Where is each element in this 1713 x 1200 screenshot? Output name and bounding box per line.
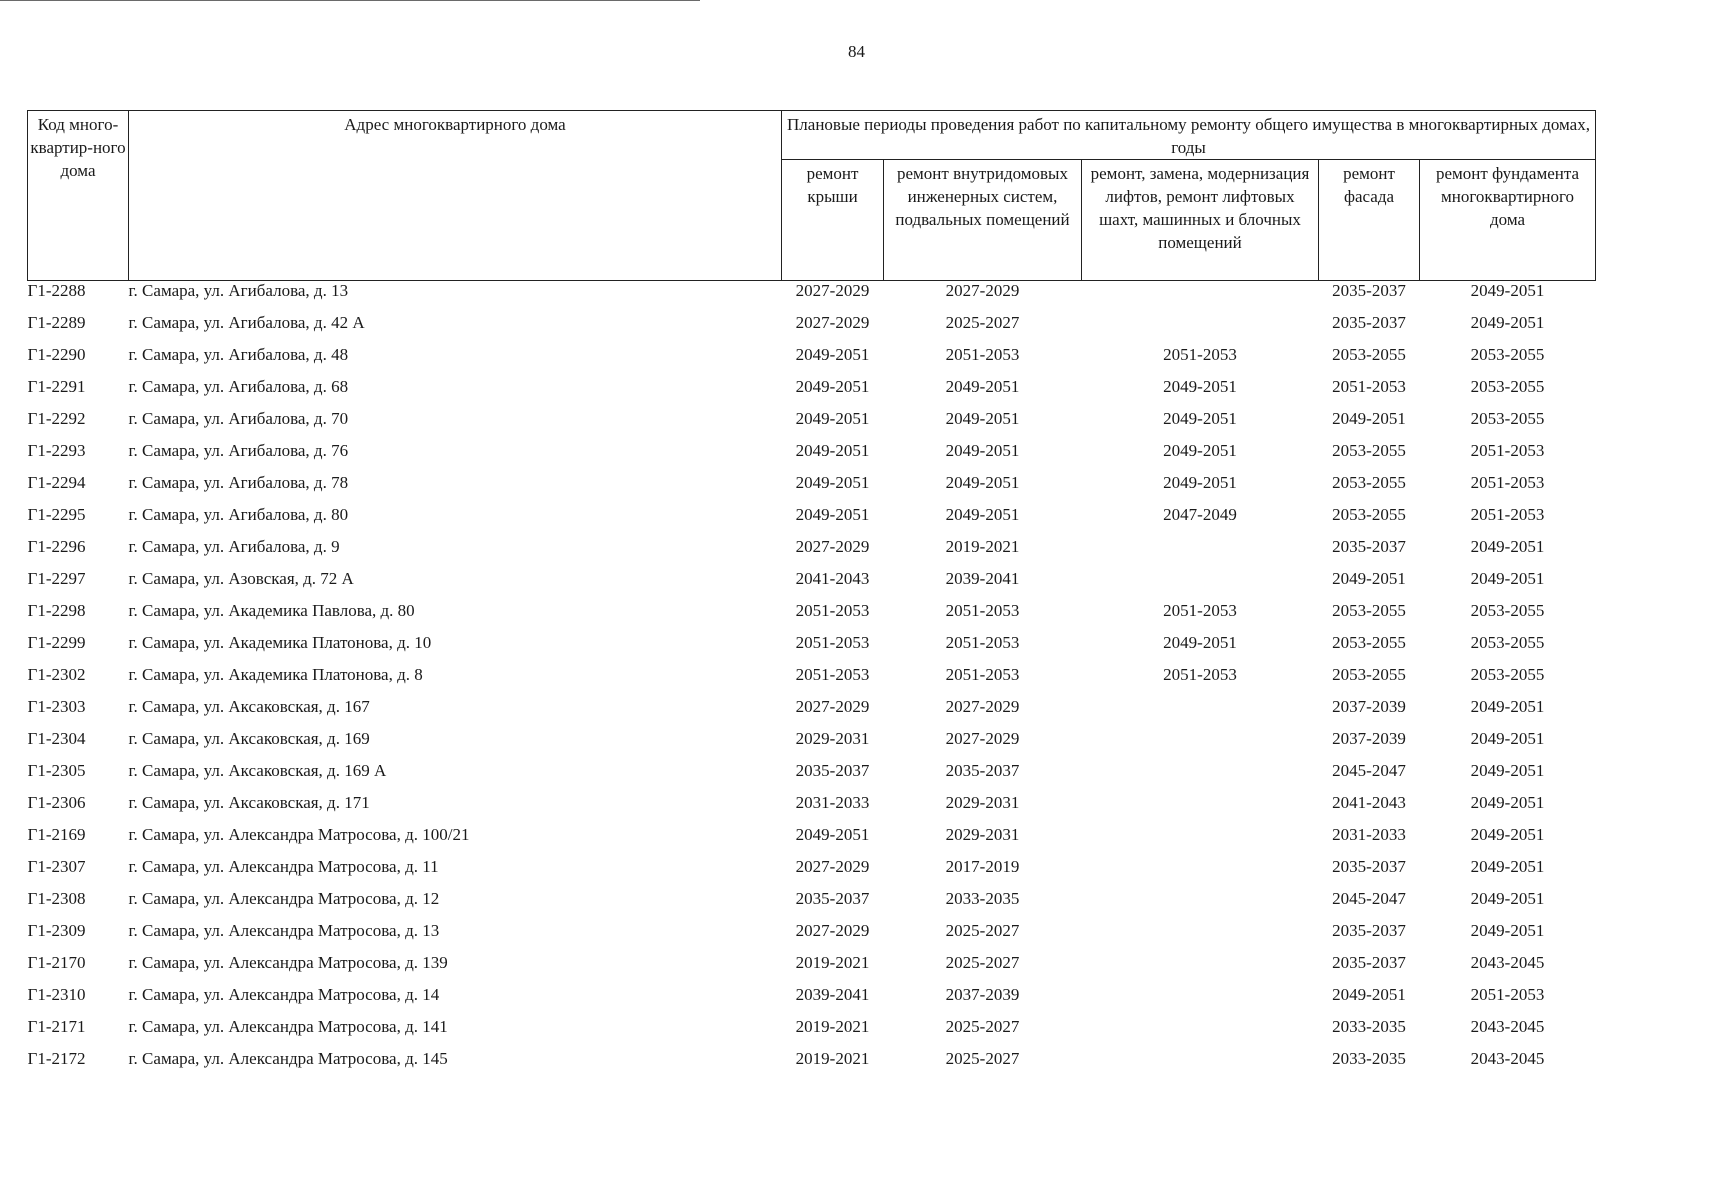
table-row <box>28 825 1596 857</box>
cell-address: г. Самара, ул. Александра Матросова, д. 14 <box>128 985 440 1004</box>
cell-foundation: 2053-2055 <box>1470 409 1545 428</box>
header-engineering <box>884 160 1082 281</box>
cell-engineering: 2029-2031 <box>945 793 1020 812</box>
cell-foundation: 2043-2045 <box>1470 953 1545 972</box>
cell-facade: 2035-2037 <box>1332 857 1406 876</box>
cell-code: Г1-2299 <box>27 633 86 652</box>
table-row <box>28 761 1596 793</box>
top-rule <box>0 0 700 1</box>
cell-foundation: 2049-2051 <box>1470 921 1545 940</box>
cell-address: г. Самара, ул. Аксаковская, д. 171 <box>128 793 370 812</box>
cell-facade: 2035-2037 <box>1332 313 1406 332</box>
cell-engineering: 2049-2051 <box>945 473 1020 492</box>
cell-foundation: 2049-2051 <box>1470 697 1545 716</box>
cell-foundation: 2053-2055 <box>1470 665 1545 684</box>
cell-roof: 2049-2051 <box>795 441 870 460</box>
header-address-label: Адрес многоквартирного дома <box>344 115 566 134</box>
cell-lifts: 2049-2051 <box>1163 441 1237 460</box>
cell-address: г. Самара, ул. Академика Павлова, д. 80 <box>128 601 415 620</box>
cell-address: г. Самара, ул. Агибалова, д. 13 <box>128 281 349 300</box>
cell-lifts <box>1082 793 1319 825</box>
cell-lifts <box>1082 729 1319 761</box>
header-foundation-label: ремонт фундамента многоквартирного дома <box>1435 164 1580 229</box>
table-row <box>28 729 1596 761</box>
cell-foundation: 2049-2051 <box>1470 825 1545 844</box>
table-row <box>28 377 1596 409</box>
cell-engineering: 2051-2053 <box>945 345 1020 364</box>
cell-facade: 2045-2047 <box>1332 889 1406 908</box>
cell-facade: 2035-2037 <box>1332 537 1406 556</box>
table-row <box>28 985 1596 1017</box>
header-foundation <box>1420 160 1596 281</box>
cell-lifts: 2049-2051 <box>1163 377 1237 396</box>
cell-code: Г1-2295 <box>27 505 86 524</box>
cell-engineering: 2051-2053 <box>945 633 1020 652</box>
cell-code: Г1-2308 <box>27 889 86 908</box>
cell-address: г. Самара, ул. Академика Платонова, д. 10 <box>128 633 432 652</box>
cell-roof: 2027-2029 <box>795 313 870 332</box>
cell-code: Г1-2291 <box>27 377 86 396</box>
cell-engineering: 2037-2039 <box>945 985 1020 1004</box>
cell-foundation: 2053-2055 <box>1470 633 1545 652</box>
cell-engineering: 2025-2027 <box>945 313 1020 332</box>
cell-roof: 2049-2051 <box>795 825 870 844</box>
cell-foundation: 2051-2053 <box>1470 505 1545 524</box>
cell-roof: 2031-2033 <box>795 793 870 812</box>
cell-facade: 2053-2055 <box>1332 665 1406 684</box>
table-row <box>28 409 1596 441</box>
cell-facade: 2037-2039 <box>1332 729 1406 748</box>
cell-facade: 2031-2033 <box>1332 825 1406 844</box>
table-body <box>28 281 1596 1082</box>
cell-address: г. Самара, ул. Александра Матросова, д. 100/21 <box>128 825 470 844</box>
header-lifts <box>1082 160 1319 281</box>
table-row <box>28 921 1596 953</box>
cell-roof: 2049-2051 <box>795 377 870 396</box>
cell-lifts <box>1082 1049 1319 1081</box>
cell-engineering: 2051-2053 <box>945 665 1020 684</box>
table-row <box>28 953 1596 985</box>
table-row <box>28 633 1596 665</box>
cell-lifts: 2049-2051 <box>1163 409 1237 428</box>
cell-address: г. Самара, ул. Агибалова, д. 80 <box>128 505 349 524</box>
cell-engineering: 2025-2027 <box>945 953 1020 972</box>
cell-facade: 2041-2043 <box>1332 793 1406 812</box>
cell-engineering: 2025-2027 <box>945 921 1020 940</box>
cell-foundation: 2049-2051 <box>1470 889 1545 908</box>
cell-lifts: 2051-2053 <box>1163 345 1237 364</box>
cell-code: Г1-2306 <box>27 793 86 812</box>
cell-roof: 2049-2051 <box>795 345 870 364</box>
cell-code: Г1-2292 <box>27 409 86 428</box>
cell-code: Г1-2304 <box>27 729 86 748</box>
table-row <box>28 697 1596 729</box>
cell-facade: 2053-2055 <box>1332 505 1406 524</box>
cell-lifts <box>1082 825 1319 857</box>
cell-foundation: 2053-2055 <box>1470 345 1545 364</box>
header-engineering-label: ремонт внутридомовых инженерных систем, подвальных помещений <box>895 164 1070 229</box>
table-row <box>28 313 1596 345</box>
cell-engineering: 2049-2051 <box>945 441 1020 460</box>
table-row <box>28 505 1596 537</box>
cell-code: Г1-2307 <box>27 857 86 876</box>
cell-foundation: 2049-2051 <box>1470 761 1545 780</box>
cell-address: г. Самара, ул. Азовская, д. 72 А <box>128 569 354 588</box>
cell-facade: 2035-2037 <box>1332 281 1406 300</box>
cell-lifts <box>1082 697 1319 729</box>
cell-lifts <box>1082 857 1319 889</box>
cell-lifts <box>1082 569 1319 601</box>
header-code <box>28 111 129 281</box>
cell-engineering: 2017-2019 <box>945 857 1020 876</box>
cell-address: г. Самара, ул. Агибалова, д. 70 <box>128 409 349 428</box>
cell-roof: 2027-2029 <box>795 537 870 556</box>
cell-lifts <box>1082 761 1319 793</box>
cell-facade: 2053-2055 <box>1332 633 1406 652</box>
cell-address: г. Самара, ул. Аксаковская, д. 169 <box>128 729 370 748</box>
table-row <box>28 345 1596 377</box>
header-facade-label: ремонт фасада <box>1343 164 1395 206</box>
repair-schedule-table <box>27 110 1596 1081</box>
cell-lifts: 2049-2051 <box>1163 473 1237 492</box>
cell-lifts: 2049-2051 <box>1163 633 1237 652</box>
cell-roof: 2019-2021 <box>795 1017 870 1036</box>
cell-facade: 2049-2051 <box>1332 569 1406 588</box>
header-lifts-label: ремонт, замена, модернизация лифтов, ремонт лифтовых шахт, машинных и блочных помещений <box>1090 164 1310 252</box>
table-row <box>28 793 1596 825</box>
cell-address: г. Самара, ул. Александра Матросова, д. 12 <box>128 889 440 908</box>
table-row <box>28 889 1596 921</box>
cell-engineering: 2025-2027 <box>945 1017 1020 1036</box>
cell-roof: 2019-2021 <box>795 953 870 972</box>
table-row <box>28 537 1596 569</box>
header-roof <box>782 160 884 281</box>
cell-foundation: 2051-2053 <box>1470 473 1545 492</box>
cell-foundation: 2049-2051 <box>1470 857 1545 876</box>
cell-code: Г1-2289 <box>27 313 86 332</box>
table-row <box>28 281 1596 314</box>
cell-lifts <box>1082 953 1319 985</box>
cell-address: г. Самара, ул. Александра Матросова, д. 145 <box>128 1049 448 1068</box>
cell-address: г. Самара, ул. Агибалова, д. 78 <box>128 473 349 492</box>
cell-foundation: 2049-2051 <box>1470 569 1545 588</box>
cell-roof: 2051-2053 <box>795 601 870 620</box>
cell-facade: 2035-2037 <box>1332 953 1406 972</box>
cell-roof: 2027-2029 <box>795 857 870 876</box>
header-facade <box>1319 160 1420 281</box>
cell-facade: 2033-2035 <box>1332 1017 1406 1036</box>
cell-foundation: 2043-2045 <box>1470 1049 1545 1068</box>
cell-code: Г1-2294 <box>27 473 86 492</box>
cell-code: Г1-2305 <box>27 761 86 780</box>
cell-code: Г1-2169 <box>27 825 86 844</box>
cell-foundation: 2053-2055 <box>1470 377 1545 396</box>
cell-lifts <box>1082 281 1319 314</box>
cell-facade: 2051-2053 <box>1332 377 1406 396</box>
cell-engineering: 2027-2029 <box>945 281 1020 300</box>
cell-roof: 2039-2041 <box>795 985 870 1004</box>
cell-facade: 2049-2051 <box>1332 985 1406 1004</box>
cell-foundation: 2051-2053 <box>1470 985 1545 1004</box>
cell-code: Г1-2297 <box>27 569 86 588</box>
cell-code: Г1-2172 <box>27 1049 86 1068</box>
cell-foundation: 2049-2051 <box>1470 281 1545 300</box>
header-periods <box>782 111 1596 160</box>
cell-facade: 2033-2035 <box>1332 1049 1406 1068</box>
cell-roof: 2027-2029 <box>795 697 870 716</box>
cell-engineering: 2039-2041 <box>945 569 1020 588</box>
cell-lifts <box>1082 889 1319 921</box>
cell-roof: 2051-2053 <box>795 633 870 652</box>
cell-engineering: 2027-2029 <box>945 729 1020 748</box>
cell-code: Г1-2288 <box>27 281 86 300</box>
cell-code: Г1-2170 <box>27 953 86 972</box>
cell-facade: 2053-2055 <box>1332 601 1406 620</box>
cell-foundation: 2053-2055 <box>1470 601 1545 620</box>
cell-roof: 2027-2029 <box>795 921 870 940</box>
cell-engineering: 2025-2027 <box>945 1049 1020 1068</box>
cell-address: г. Самара, ул. Агибалова, д. 48 <box>128 345 349 364</box>
cell-lifts <box>1082 537 1319 569</box>
cell-address: г. Самара, ул. Аксаковская, д. 169 А <box>128 761 387 780</box>
cell-lifts <box>1082 985 1319 1017</box>
cell-foundation: 2043-2045 <box>1470 1017 1545 1036</box>
cell-facade: 2053-2055 <box>1332 441 1406 460</box>
cell-engineering: 2049-2051 <box>945 409 1020 428</box>
cell-engineering: 2049-2051 <box>945 505 1020 524</box>
cell-foundation: 2049-2051 <box>1470 313 1545 332</box>
cell-code: Г1-2309 <box>27 921 86 940</box>
header-roof-label: ремонт крыши <box>806 164 859 206</box>
header-periods-label: Плановые периоды проведения работ по капитальному ремонту общего имущества в многоквартирных домах, годы <box>787 115 1590 157</box>
cell-address: г. Самара, ул. Александра Матросова, д. 13 <box>128 921 440 940</box>
cell-roof: 2049-2051 <box>795 409 870 428</box>
cell-foundation: 2049-2051 <box>1470 729 1545 748</box>
table-row <box>28 665 1596 697</box>
cell-lifts: 2051-2053 <box>1163 665 1237 684</box>
cell-roof: 2029-2031 <box>795 729 870 748</box>
cell-lifts <box>1082 1017 1319 1049</box>
header-code-label: Код много-квартир-ного дома <box>30 115 126 180</box>
cell-code: Г1-2293 <box>27 441 86 460</box>
cell-facade: 2049-2051 <box>1332 409 1406 428</box>
cell-facade: 2053-2055 <box>1332 345 1406 364</box>
cell-address: г. Самара, ул. Агибалова, д. 68 <box>128 377 349 396</box>
cell-engineering: 2027-2029 <box>945 697 1020 716</box>
table-row <box>28 473 1596 505</box>
cell-roof: 2035-2037 <box>795 761 870 780</box>
cell-roof: 2049-2051 <box>795 473 870 492</box>
cell-foundation: 2051-2053 <box>1470 441 1545 460</box>
cell-facade: 2037-2039 <box>1332 697 1406 716</box>
cell-engineering: 2019-2021 <box>945 537 1020 556</box>
cell-address: г. Самара, ул. Александра Матросова, д. 11 <box>128 857 439 876</box>
cell-roof: 2035-2037 <box>795 889 870 908</box>
table-row <box>28 1017 1596 1049</box>
cell-roof: 2049-2051 <box>795 505 870 524</box>
cell-code: Г1-2296 <box>27 537 86 556</box>
cell-code: Г1-2298 <box>27 601 86 620</box>
cell-engineering: 2035-2037 <box>945 761 1020 780</box>
cell-address: г. Самара, ул. Аксаковская, д. 167 <box>128 697 370 716</box>
cell-lifts: 2051-2053 <box>1163 601 1237 620</box>
cell-code: Г1-2171 <box>27 1017 86 1036</box>
cell-facade: 2045-2047 <box>1332 761 1406 780</box>
table-row <box>28 857 1596 889</box>
page-number: 84 <box>848 42 865 61</box>
cell-address: г. Самара, ул. Александра Матросова, д. 141 <box>128 1017 448 1036</box>
cell-code: Г1-2303 <box>27 697 86 716</box>
cell-roof: 2041-2043 <box>795 569 870 588</box>
cell-engineering: 2051-2053 <box>945 601 1020 620</box>
cell-address: г. Самара, ул. Агибалова, д. 76 <box>128 441 349 460</box>
cell-code: Г1-2290 <box>27 345 86 364</box>
table-header <box>28 111 1596 281</box>
header-address <box>129 111 782 281</box>
table-row <box>28 1049 1596 1081</box>
schedule-sheet <box>27 110 1595 1081</box>
cell-facade: 2053-2055 <box>1332 473 1406 492</box>
cell-lifts <box>1082 313 1319 345</box>
cell-roof: 2027-2029 <box>795 281 870 300</box>
cell-lifts: 2047-2049 <box>1163 505 1237 524</box>
cell-address: г. Самара, ул. Академика Платонова, д. 8 <box>128 665 423 684</box>
cell-address: г. Самара, ул. Агибалова, д. 42 А <box>128 313 365 332</box>
cell-code: Г1-2302 <box>27 665 86 684</box>
table-row <box>28 441 1596 473</box>
cell-facade: 2035-2037 <box>1332 921 1406 940</box>
cell-engineering: 2029-2031 <box>945 825 1020 844</box>
cell-roof: 2051-2053 <box>795 665 870 684</box>
cell-foundation: 2049-2051 <box>1470 537 1545 556</box>
table-row <box>28 569 1596 601</box>
cell-engineering: 2049-2051 <box>945 377 1020 396</box>
cell-code: Г1-2310 <box>27 985 86 1004</box>
cell-engineering: 2033-2035 <box>945 889 1020 908</box>
cell-roof: 2019-2021 <box>795 1049 870 1068</box>
cell-address: г. Самара, ул. Александра Матросова, д. 139 <box>128 953 448 972</box>
cell-address: г. Самара, ул. Агибалова, д. 9 <box>128 537 340 556</box>
cell-foundation: 2049-2051 <box>1470 793 1545 812</box>
table-row <box>28 601 1596 633</box>
cell-lifts <box>1082 921 1319 953</box>
